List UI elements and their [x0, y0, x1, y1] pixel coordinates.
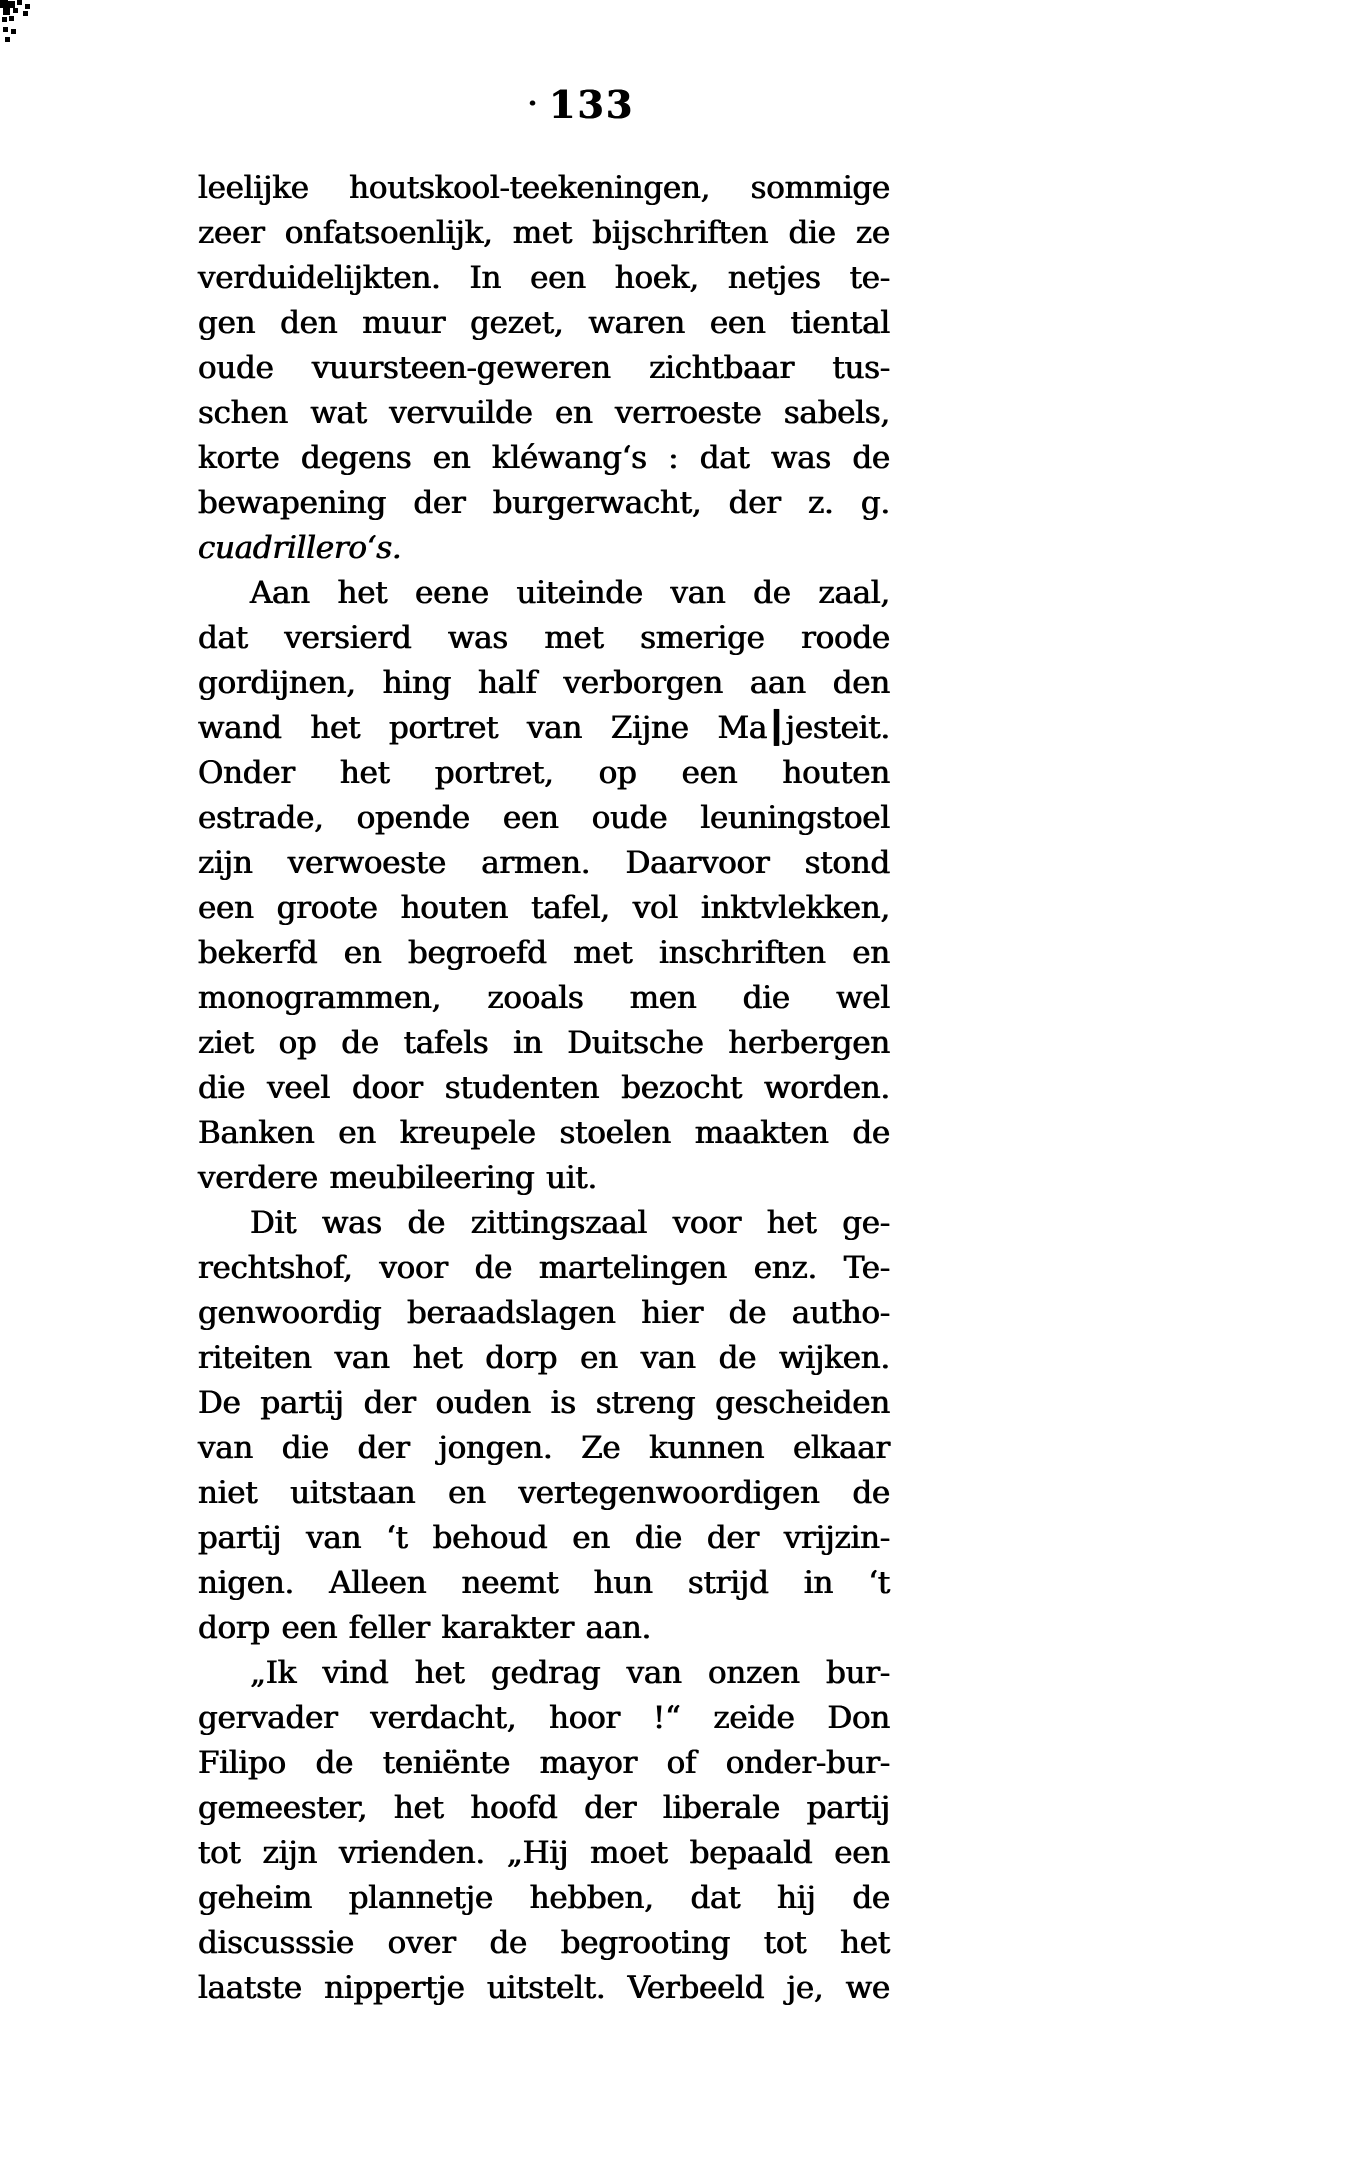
text-line: wand het portret van Zijne Ma┃jesteit.: [198, 710, 890, 746]
text-line: gemeester, het hoofd der liberale partij: [198, 1790, 890, 1826]
text-line: „Ik vind het gedrag van onzen bur-: [250, 1655, 890, 1691]
text-line: gen den muur gezet, waren een tiental: [198, 305, 890, 341]
text-line: niet uitstaan en vertegenwoordigen de: [198, 1475, 890, 1511]
text-line: korte degens en kléwang‘s : dat was de: [198, 440, 890, 476]
page-text: [198, 166, 890, 2011]
text-line: gervader verdacht, hoor !“ zeide Don: [198, 1700, 890, 1736]
text-line: ziet op de tafels in Duitsche herbergen: [198, 1025, 890, 1061]
text-line: Onder het portret, op een houten: [198, 755, 890, 791]
text-line: verduidelijkten. In een hoek, netjes te-: [198, 260, 890, 296]
text-line: nigen. Alleen neemt hun strijd in ‘t: [198, 1565, 890, 1601]
text-line: dorp een feller karakter aan.: [198, 1610, 652, 1646]
text-line: gordijnen, hing half verborgen aan den: [198, 665, 890, 701]
text-line: tot zijn vrienden. „Hij moet bepaald een: [198, 1835, 890, 1871]
text-line: discusssie over de begrooting tot het: [198, 1925, 890, 1961]
text-line: laatste nippertje uitstelt. Verbeeld je, we: [198, 1970, 890, 2006]
text-line: verdere meubileering uit.: [198, 1160, 598, 1196]
text-line: monogrammen, zooals men die wel: [198, 980, 890, 1016]
text-line: leelijke houtskool-teekeningen, sommige: [198, 170, 890, 206]
text-line: Filipo de teniënte mayor of onder-bur-: [198, 1745, 890, 1781]
text-line: partij van ‘t behoud en die der vrijzin-: [198, 1520, 890, 1556]
text-line: Aan het eene uiteinde van de zaal,: [250, 575, 890, 611]
text-line: schen wat vervuilde en verroeste sabels,: [198, 395, 890, 431]
text-line: cuadrillero‘s.: [198, 530, 402, 566]
text-line: bewapening der burgerwacht, der z. g.: [198, 485, 890, 521]
text-line: genwoordig beraadslagen hier de autho-: [198, 1295, 890, 1331]
text-line: rechtshof, voor de martelingen enz. Te-: [198, 1250, 890, 1286]
text-line: riteiten van het dorp en van de wijken.: [198, 1340, 890, 1376]
text-line: Banken en kreupele stoelen maakten de: [198, 1115, 890, 1151]
page-number-dot: ·: [528, 89, 538, 119]
text-line: die veel door studenten bezocht worden.: [198, 1070, 890, 1106]
text-line: van die der jongen. Ze kunnen elkaar: [198, 1430, 890, 1466]
text-line: een groote houten tafel, vol inktvlekken,: [198, 890, 890, 926]
text-line: Dit was de zittingszaal voor het ge-: [250, 1205, 890, 1241]
text-line: De partij der ouden is streng gescheiden: [198, 1385, 890, 1421]
page-number: [528, 82, 634, 127]
text-line: dat versierd was met smerige roode: [198, 620, 890, 656]
text-line: oude vuursteen-geweren zichtbaar tus-: [198, 350, 890, 386]
text-line: zeer onfatsoenlijk, met bijschriften die ze: [198, 215, 890, 251]
scan-noise: [0, 0, 3, 3]
text-line: estrade, opende een oude leuningstoel: [198, 800, 890, 836]
text-line: geheim plannetje hebben, dat hij de: [198, 1880, 890, 1916]
text-line: zijn verwoeste armen. Daarvoor stond: [198, 845, 890, 881]
page-number-value: 133: [549, 82, 635, 127]
text-line: bekerfd en begroefd met inschriften en: [198, 935, 890, 971]
